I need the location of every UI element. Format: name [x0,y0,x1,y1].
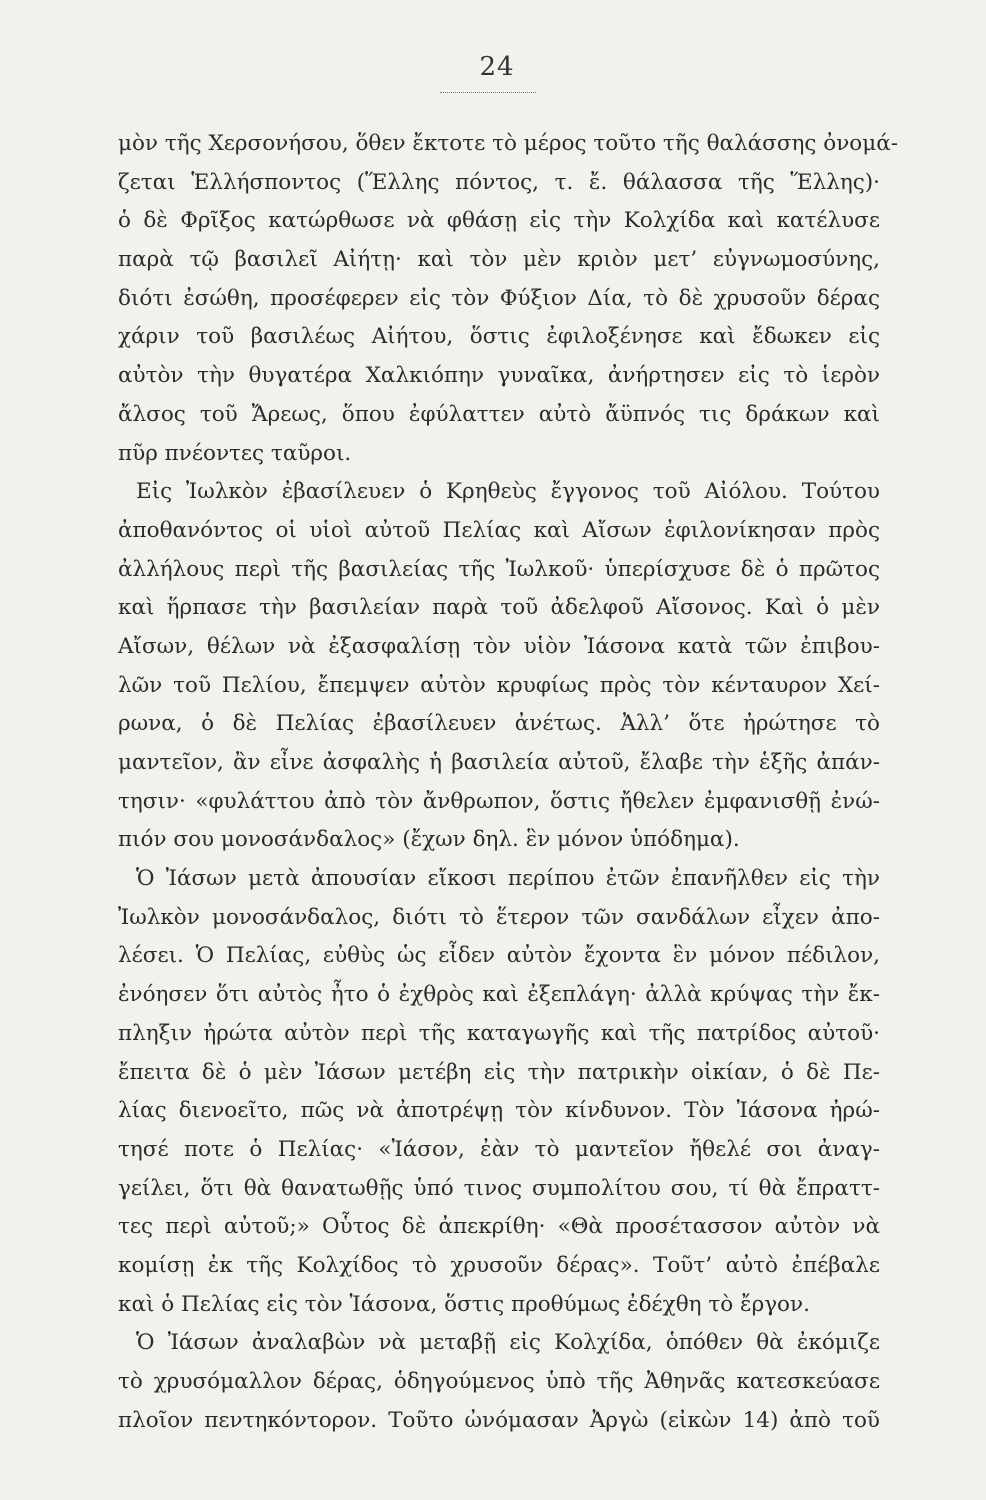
text-line: πληξιν ἠρώτα αὐτὸν περὶ τῆς καταγωγῆς καὶ τῆς πατρίδος αὐτοῦ· [118,1020,880,1046]
text-line: λέσει. Ὁ Πελίας, εὐθὺς ὡς εἶδεν αὐτὸν ἔχοντα ἓν μόνον πέδιλον, [118,943,880,969]
text-line: ἄλσος τοῦ Ἄρεως, ὅπου ἐφύλαττεν αὐτὸ ἄϋπνός τις δράκων καὶ [118,401,880,427]
text-line: λῶν τοῦ Πελίου, ἔπεμψεν αὐτὸν κρυφίως πρὸς τὸν κένταυρον Χεί- [118,672,880,698]
text-line: τησέ ποτε ὁ Πελίας· «Ἰάσον, ἐὰν τὸ μαντεῖον ἤθελέ σοι ἀναγ- [118,1136,880,1162]
text-line: καὶ ἥρπασε τὴν βασιλείαν παρὰ τοῦ ἀδελφοῦ Αἴσονος. Καὶ ὁ μὲν [118,595,880,621]
text-line: πλοῖον πεντηκόντορον. Τοῦτο ὠνόμασαν Ἀργὼ (εἰκὼν 14) ἀπὸ τοῦ [118,1407,880,1433]
text-line: αὐτὸν τὴν θυγατέρα Χαλκιόπην γυναῖκα, ἀνήρτησεν εἰς τὸ ἱερὸν [118,363,880,389]
page-number-rule [440,92,536,93]
text-line: πῦρ πνέοντες ταῦροι. [118,440,352,466]
text-line: Ἰωλκὸν μονοσάνδαλος, διότι τὸ ἕτερον τῶν σανδάλων εἶχεν ἀπο- [118,904,880,930]
text-line: ἀλλήλους περὶ τῆς βασιλείας τῆς Ἰωλκοῦ· ὑπερίσχυσε δὲ ὁ πρῶτος [118,556,880,582]
text-line: τὸ χρυσόμαλλον δέρας, ὁδηγούμενος ὑπὸ τῆς Ἀθηνᾶς κατεσκεύασε [118,1369,880,1394]
text-line: μὸν τῆς Χερσονήσου, ὅθεν ἔκτοτε τὸ μέρος τοῦτο τῆς θαλάσσης ὀνομά- [118,131,899,156]
text-line: μαντεῖον, ἂν εἶνε ἀσφαλὴς ἡ βασιλεία αὐτοῦ, ἔλαβε τὴν ἑξῆς ἀπάν- [118,750,880,775]
text-line: χάριν τοῦ βασιλέως Αἰήτου, ὅστις ἐφιλοξένησε καὶ ἔδωκεν εἰς [118,324,880,350]
text-line: ζεται Ἑλλήσποντος (Ἕλλης πόντος, τ. ἔ. θάλασσα τῆς Ἕλλης)· [118,169,880,195]
text-line: λίας διενοεῖτο, πῶς νὰ ἀποτρέψῃ τὸν κίνδυνον. Τὸν Ἰάσονα ἠρώ- [118,1098,880,1124]
text-line: πιόν σου μονοσάνδαλος» (ἔχων δηλ. ἓν μόνον ὑπόδημα). [118,827,740,853]
text-line: καὶ ὁ Πελίας εἰς τὸν Ἰάσονα, ὅστις προθύμως ἐδέχθη τὸ ἔργον. [118,1291,810,1317]
text-line: Εἰς Ἰωλκὸν ἐβασίλευεν ὁ Κρηθεὺς ἔγγονος τοῦ Αἰόλου. Τούτου [136,479,880,505]
body-text [118,125,899,1440]
text-line: κομίσῃ ἐκ τῆς Κολχίδος τὸ χρυσοῦν δέρας». Τοῦτ’ αὐτὸ ἐπέβαλε [118,1252,880,1278]
text-line: γείλει, ὅτι θὰ θανατωθῇς ὑπό τινος συμπολίτου σου, τί θὰ ἔπραττ- [118,1175,880,1201]
text-line: τησιν· «φυλάττου ἀπὸ τὸν ἄνθρωπον, ὅστις ἤθελεν ἐμφανισθῇ ἐνώ- [118,788,880,814]
text-line: τες περὶ αὐτοῦ;» Οὗτος δὲ ἀπεκρίθη· «Θὰ προσέτασσον αὐτὸν νὰ [118,1214,880,1240]
text-line: Ὁ Ἰάσων ἀναλαβὼν νὰ μεταβῇ εἰς Κολχίδα, ὁπόθεν θὰ ἐκόμιζε [136,1330,880,1356]
text-line: ρωνα, ὁ δὲ Πελίας ἐβασίλευεν ἀνέτως. Ἀλλ’ ὅτε ἠρώτησε τὸ [118,711,880,737]
text-line: Ὁ Ἰάσων μετὰ ἀπουσίαν εἴκοσι περίπου ἐτῶν ἐπανῆλθεν εἰς τὴν [136,866,880,892]
page-number: 24 [479,52,515,82]
text-line: ἐνόησεν ὅτι αὐτὸς ἦτο ὁ ἐχθρὸς καὶ ἐξεπλάγη· ἀλλὰ κρύψας τὴν ἔκ- [118,982,880,1008]
text-line: ὁ δὲ Φρῖξος κατώρθωσε νὰ φθάσῃ εἰς τὴν Κολχίδα καὶ κατέλυσε [118,208,880,234]
text-line: Αἴσων, θέλων νὰ ἐξασφαλίσῃ τὸν υἱὸν Ἰάσονα κατὰ τῶν ἐπιβου- [118,633,880,659]
text-line: ἀποθανόντος οἱ υἱοὶ αὐτοῦ Πελίας καὶ Αἴσων ἐφιλονίκησαν πρὸς [118,517,880,543]
text-line: παρὰ τῷ βασιλεῖ Αἰήτῃ· καὶ τὸν μὲν κριὸν μετ’ εὐγνωμοσύνης, [118,247,880,273]
text-line: διότι ἐσώθη, προσέφερεν εἰς τὸν Φύξιον Δία, τὸ δὲ χρυσοῦν δέρας [118,285,880,311]
text-line: ἔπειτα δὲ ὁ μὲν Ἰάσων μετέβη εἰς τὴν πατρικὴν οἰκίαν, ὁ δὲ Πε- [118,1059,880,1085]
